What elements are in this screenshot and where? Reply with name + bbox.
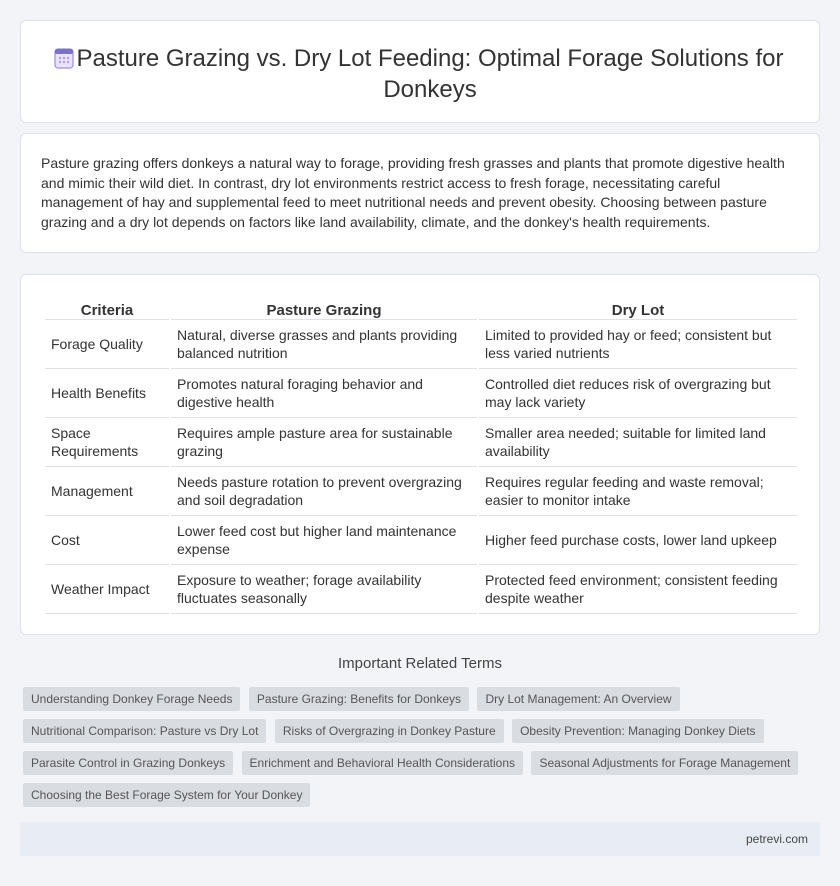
related-term-tag[interactable]: Risks of Overgrazing in Donkey Pasture bbox=[275, 719, 504, 743]
cell-drylot: Higher feed purchase costs, lower land upkeep bbox=[479, 516, 797, 565]
related-term-tag[interactable]: Dry Lot Management: An Overview bbox=[477, 687, 679, 711]
table-row bbox=[45, 565, 797, 614]
cell-drylot: Requires regular feeding and waste removal; easier to monitor intake bbox=[479, 467, 797, 516]
cell-drylot: Limited to provided hay or feed; consistent but less varied nutrients bbox=[479, 320, 797, 369]
table-row bbox=[45, 369, 797, 418]
cell-criteria: Management bbox=[45, 467, 169, 516]
cell-criteria: Cost bbox=[45, 516, 169, 565]
related-term-tag[interactable]: Enrichment and Behavioral Health Considerations bbox=[242, 751, 523, 775]
related-term-tag[interactable]: Parasite Control in Grazing Donkeys bbox=[23, 751, 233, 775]
related-terms-tags bbox=[23, 687, 803, 815]
related-term-tag[interactable]: Choosing the Best Forage System for Your Donkey bbox=[23, 783, 310, 807]
cell-drylot: Smaller area needed; suitable for limited land availability bbox=[479, 418, 797, 467]
page-title: Pasture Grazing vs. Dry Lot Feeding: Optimal Forage Solutions for Donkeys bbox=[76, 45, 784, 103]
cell-pasture: Promotes natural foraging behavior and digestive health bbox=[171, 369, 477, 418]
related-terms-heading: Important Related Terms bbox=[338, 655, 502, 672]
cell-criteria: Weather Impact bbox=[45, 565, 169, 614]
cell-drylot: Controlled diet reduces risk of overgrazing but may lack variety bbox=[479, 369, 797, 418]
cell-pasture: Needs pasture rotation to prevent overgrazing and soil degradation bbox=[171, 467, 477, 516]
footer-site-link[interactable]: petrevi.com bbox=[745, 832, 808, 846]
header-criteria: Criteria bbox=[45, 295, 169, 320]
table-row bbox=[45, 320, 797, 369]
cell-criteria: Space Requirements bbox=[45, 418, 169, 467]
intro-card bbox=[20, 133, 820, 253]
cell-criteria: Health Benefits bbox=[45, 369, 169, 418]
related-term-tag[interactable]: Obesity Prevention: Managing Donkey Diets bbox=[512, 719, 763, 743]
cell-pasture: Requires ample pasture area for sustainable grazing bbox=[171, 418, 477, 467]
cell-pasture: Exposure to weather; forage availability fluctuates seasonally bbox=[171, 565, 477, 614]
cell-criteria: Forage Quality bbox=[45, 320, 169, 369]
cell-drylot: Protected feed environment; consistent feeding despite weather bbox=[479, 565, 797, 614]
header-dry-lot: Dry Lot bbox=[479, 295, 797, 320]
cell-pasture: Lower feed cost but higher land maintenance expense bbox=[171, 516, 477, 565]
intro-paragraph: Pasture grazing offers donkeys a natural way to forage, providing fresh grasses and plants that promote digestive health and mimic their wild diet. In contrast, dry lot environments restrict access to fresh forage, necessitating careful management of hay and supplemental feed to meet nutritional needs and prevent obesity. Choosing between pasture grazing and a dry lot depends on factors like land availability, climate, and the donkey's health requirements. bbox=[41, 155, 785, 230]
title-card bbox=[20, 20, 820, 123]
comparison-table bbox=[43, 295, 799, 614]
comparison-table-card bbox=[20, 274, 820, 635]
related-term-tag[interactable]: Seasonal Adjustments for Forage Management bbox=[531, 751, 798, 775]
header-pasture-grazing: Pasture Grazing bbox=[171, 295, 477, 320]
table-row bbox=[45, 516, 797, 565]
related-term-tag[interactable]: Understanding Donkey Forage Needs bbox=[23, 687, 240, 711]
related-term-tag[interactable]: Nutritional Comparison: Pasture vs Dry Lot bbox=[23, 719, 266, 743]
table-row bbox=[45, 467, 797, 516]
table-header-row bbox=[45, 295, 797, 320]
related-term-tag[interactable]: Pasture Grazing: Benefits for Donkeys bbox=[249, 687, 469, 711]
table-row bbox=[45, 418, 797, 467]
footer bbox=[20, 822, 820, 856]
cell-pasture: Natural, diverse grasses and plants providing balanced nutrition bbox=[171, 320, 477, 369]
